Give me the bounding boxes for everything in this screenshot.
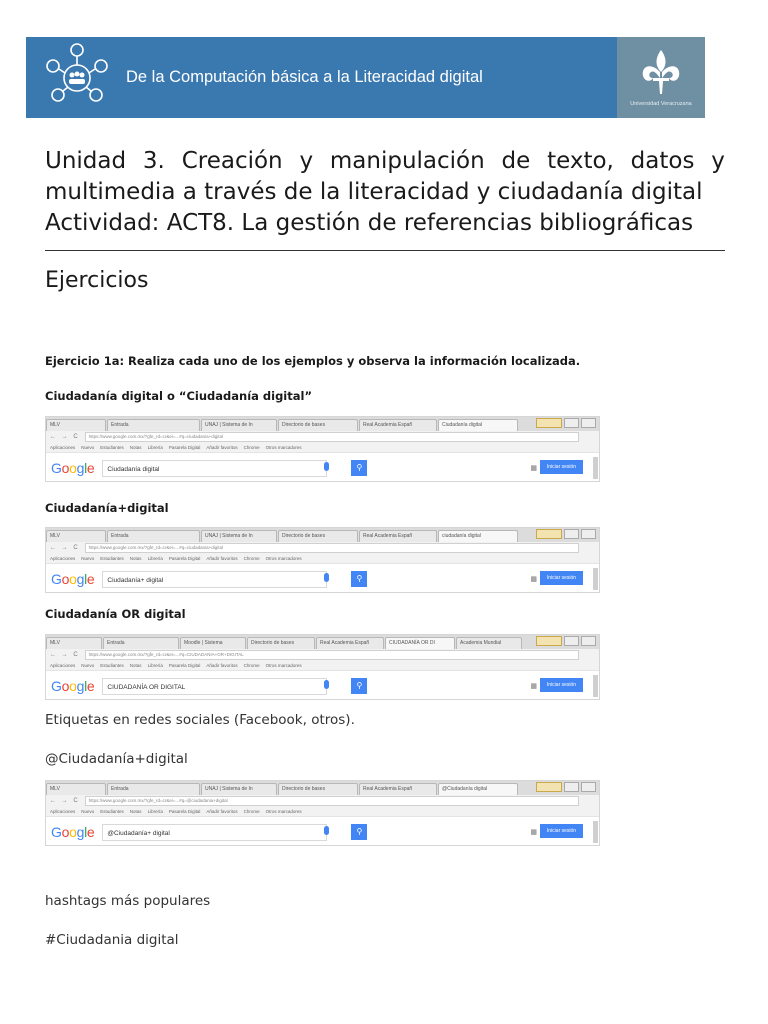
bookmark[interactable]: Librería [147, 662, 163, 668]
address-row [46, 542, 599, 553]
browser-tab[interactable]: Directorio de bases [247, 637, 315, 649]
bookmarks-bar [46, 553, 599, 563]
address-row [46, 795, 599, 806]
search-button[interactable]: ⚲ [351, 824, 367, 840]
example-label-4: @Ciudadanía+digital [45, 751, 188, 767]
browser-tab[interactable]: UNAJ | Sistema de In [201, 530, 277, 542]
tab-strip [46, 781, 599, 795]
bookmark[interactable]: Añadir favoritos [206, 444, 238, 450]
google-search-row [46, 452, 599, 482]
signin-button[interactable]: Iniciar sesión [540, 824, 583, 838]
minimize-icon[interactable] [564, 636, 579, 646]
heading-divider [45, 250, 725, 251]
user-icon[interactable] [536, 782, 562, 792]
hashtags-text: hashtags más populares [45, 893, 211, 909]
browser-tab[interactable]: Entrada [107, 419, 200, 431]
minimize-icon[interactable] [564, 529, 579, 539]
apps-grid-icon[interactable]: ▦ [530, 829, 537, 836]
address-row [46, 431, 599, 442]
heading-word: y [299, 148, 314, 174]
browser-tab[interactable]: Entrada [107, 783, 200, 795]
browser-tab[interactable]: MLV [46, 783, 106, 795]
browser-tab[interactable]: MLV [46, 530, 106, 542]
bookmark[interactable]: Pasarela Digital [168, 555, 201, 561]
nav-arrows-icon[interactable]: ← → C [50, 797, 80, 804]
exercise-instructions: Ejercicio 1a: Realiza cada uno de los ejemplos y observa la información localizada. [45, 354, 581, 368]
nav-arrows-icon[interactable]: ← → C [50, 651, 80, 658]
signin-button[interactable]: Iniciar sesión [540, 460, 583, 474]
browser-tab[interactable]: Academia Mundial [456, 637, 522, 649]
maximize-icon[interactable] [581, 636, 596, 646]
browser-tab-active[interactable]: CIUDADANÍA OR DI [385, 637, 455, 649]
example-label-5: #Ciudadania digital [45, 932, 179, 948]
bookmark[interactable]: Pasarela Digital [168, 444, 201, 450]
microphone-icon[interactable] [324, 573, 329, 582]
signin-button[interactable]: Iniciar sesión [540, 678, 583, 692]
heading-word: manipulación [329, 148, 485, 174]
google-logo[interactable]: Google [51, 824, 95, 840]
bookmark[interactable]: Librería [147, 555, 163, 561]
google-logo[interactable]: Google [51, 460, 95, 476]
heading-line-2: multimedia a través de la literacidad y ciudadanía digital [45, 179, 703, 205]
apps-grid-icon[interactable]: ▦ [530, 576, 537, 583]
google-search-row [46, 563, 599, 593]
unit-heading [45, 146, 725, 239]
bookmark[interactable]: Estudiantes [100, 444, 124, 450]
fleur-de-lis-icon [639, 48, 683, 98]
bookmark[interactable]: Otros marcadores [265, 808, 302, 814]
bookmark[interactable]: Notas [129, 808, 142, 814]
header-banner [26, 37, 705, 118]
section-title: Ejercicios [45, 268, 149, 293]
network-people-icon [38, 39, 116, 117]
bookmark[interactable]: Estudiantes [100, 555, 124, 561]
scrollbar[interactable] [593, 675, 598, 697]
browser-tab[interactable]: Directorio de bases [278, 783, 358, 795]
browser-tab[interactable]: Real Academia Españ [359, 419, 437, 431]
search-button[interactable]: ⚲ [351, 678, 367, 694]
heading-word: 3. [142, 148, 165, 174]
browser-tab[interactable]: UNAJ | Sistema de In [201, 783, 277, 795]
window-controls [536, 529, 596, 539]
bookmark[interactable]: Aplicaciones [50, 808, 76, 814]
example-label-1: Ciudadanía digital o “Ciudadanía digital” [45, 389, 313, 403]
browser-tab[interactable]: MLV [46, 637, 102, 649]
heading-word: datos [630, 148, 695, 174]
microphone-icon[interactable] [324, 680, 329, 689]
bookmark[interactable]: Chrome [243, 662, 260, 668]
banner-title: De la Computación básica a la Literacidad digital [126, 68, 483, 86]
browser-tab[interactable]: Directorio de bases [278, 419, 358, 431]
browser-tab[interactable]: UNAJ | Sistema de In [201, 419, 277, 431]
bookmarks-bar [46, 660, 599, 670]
tab-strip [46, 417, 599, 431]
bookmarks-bar [46, 806, 599, 816]
microphone-icon[interactable] [324, 826, 329, 835]
user-icon[interactable] [536, 418, 562, 428]
heading-word: texto, [547, 148, 614, 174]
browser-tab[interactable]: Real Academia Españ [316, 637, 384, 649]
window-controls [536, 782, 596, 792]
browser-screenshot-3 [45, 634, 600, 700]
browser-screenshot-1 [45, 416, 600, 482]
bookmark[interactable]: Chrome [243, 808, 260, 814]
example-label-2: Ciudadanía+digital [45, 501, 169, 515]
user-icon[interactable] [536, 529, 562, 539]
apps-grid-icon[interactable]: ▦ [530, 683, 537, 690]
apps-grid-icon[interactable]: ▦ [530, 465, 537, 472]
bookmark[interactable]: Otros marcadores [265, 662, 302, 668]
browser-tab[interactable]: Real Academia Españ [359, 783, 437, 795]
search-input[interactable]: Ciudadanía+ digital [102, 571, 327, 588]
bookmark[interactable]: Añadir favoritos [206, 555, 238, 561]
maximize-icon[interactable] [581, 529, 596, 539]
bookmark[interactable]: Nuevo [81, 444, 95, 450]
heading-word: de [501, 148, 531, 174]
bookmark[interactable]: Nuevo [81, 808, 95, 814]
google-search-row [46, 670, 599, 700]
social-tags-text: Etiquetas en redes sociales (Facebook, otros). [45, 712, 355, 728]
bookmark[interactable]: Añadir favoritos [206, 662, 238, 668]
bookmark[interactable]: Notas [129, 555, 142, 561]
bookmark[interactable]: Estudiantes [100, 662, 124, 668]
bookmark[interactable]: Pasarela Digital [168, 808, 201, 814]
bookmark[interactable]: Librería [147, 808, 163, 814]
browser-tab-active[interactable]: Ciudadanía digital [438, 419, 518, 431]
bookmark[interactable]: Nuevo [81, 662, 95, 668]
bookmark[interactable]: Aplicaciones [50, 444, 76, 450]
tab-strip [46, 528, 599, 542]
scrollbar[interactable] [593, 568, 598, 590]
bookmark[interactable]: Otros marcadores [265, 555, 302, 561]
address-bar[interactable]: https://www.google.com.mx/?gfe_rd=cr&ei=...#q=ciudadania+digital [85, 543, 579, 553]
address-bar[interactable]: https://www.google.com.mx/?gfe_rd=cr&ei=...#q=ciudadania+digital [85, 432, 579, 442]
window-controls [536, 418, 596, 428]
bookmarks-bar [46, 442, 599, 452]
browser-tab[interactable]: Moodle | Sistema [180, 637, 246, 649]
browser-tab-active[interactable]: @Ciudadanía digital [438, 783, 518, 795]
window-controls [536, 636, 596, 646]
bookmark[interactable]: Estudiantes [100, 808, 124, 814]
university-logo [617, 37, 705, 118]
browser-screenshot-2 [45, 527, 600, 593]
address-bar[interactable]: https://www.google.com.mx/?gfe_rd=cr&ei=...#q=@ciudadania+digital [85, 796, 579, 806]
minimize-icon[interactable] [564, 782, 579, 792]
google-search-row [46, 816, 599, 846]
bookmark[interactable]: Otros marcadores [265, 444, 302, 450]
university-name: Universidad Veracruzana [630, 101, 692, 107]
browser-tab[interactable]: Real Academia Españ [359, 530, 437, 542]
scrollbar[interactable] [593, 457, 598, 479]
example-label-3: Ciudadanía OR digital [45, 607, 186, 621]
browser-tab[interactable]: MLV [46, 419, 106, 431]
heading-word: Creación [181, 148, 283, 174]
browser-tab-active[interactable]: ciudadanía digital [438, 530, 518, 542]
maximize-icon[interactable] [581, 418, 596, 428]
browser-tab[interactable]: Entrada [107, 530, 200, 542]
bookmark[interactable]: Chrome [243, 555, 260, 561]
nav-arrows-icon[interactable]: ← → C [50, 544, 80, 551]
user-icon[interactable] [536, 636, 562, 646]
browser-tab[interactable]: Directorio de bases [278, 530, 358, 542]
search-button[interactable]: ⚲ [351, 460, 367, 476]
bookmark[interactable]: Notas [129, 662, 142, 668]
search-button[interactable]: ⚲ [351, 571, 367, 587]
bookmark[interactable]: Chrome [243, 444, 260, 450]
bookmark[interactable]: Pasarela Digital [168, 662, 201, 668]
address-row [46, 649, 599, 660]
heading-line-1 [45, 146, 725, 177]
bookmark[interactable]: Aplicaciones [50, 662, 76, 668]
bookmark[interactable]: Notas [129, 444, 142, 450]
google-logo[interactable]: Google [51, 571, 95, 587]
heading-word: Unidad [45, 148, 127, 174]
tab-strip [46, 635, 599, 649]
microphone-icon[interactable] [324, 462, 329, 471]
google-logo[interactable]: Google [51, 678, 95, 694]
search-input[interactable]: CIUDADANÍA OR DIGITAL [102, 678, 327, 695]
heading-line-3: Actividad: ACT8. La gestión de referencias bibliográficas [45, 210, 694, 236]
browser-tab[interactable]: Entrada [103, 637, 179, 649]
nav-arrows-icon[interactable]: ← → C [50, 433, 80, 440]
scrollbar[interactable] [593, 821, 598, 843]
signin-button[interactable]: Iniciar sesión [540, 571, 583, 585]
bookmark[interactable]: Nuevo [81, 555, 95, 561]
bookmark[interactable]: Añadir favoritos [206, 808, 238, 814]
bookmark[interactable]: Librería [147, 444, 163, 450]
bookmark[interactable]: Aplicaciones [50, 555, 76, 561]
minimize-icon[interactable] [564, 418, 579, 428]
search-input[interactable]: @Ciudadanía+ digital [102, 824, 327, 841]
address-bar[interactable]: https://www.google.com.mx/?gfe_rd=cr&ei=...#q=CIUDADANIA+OR+DIGITAL [85, 650, 579, 660]
browser-screenshot-4 [45, 780, 600, 846]
heading-word: y [711, 148, 725, 174]
maximize-icon[interactable] [581, 782, 596, 792]
search-input[interactable]: Ciudadanía digital [102, 460, 327, 477]
